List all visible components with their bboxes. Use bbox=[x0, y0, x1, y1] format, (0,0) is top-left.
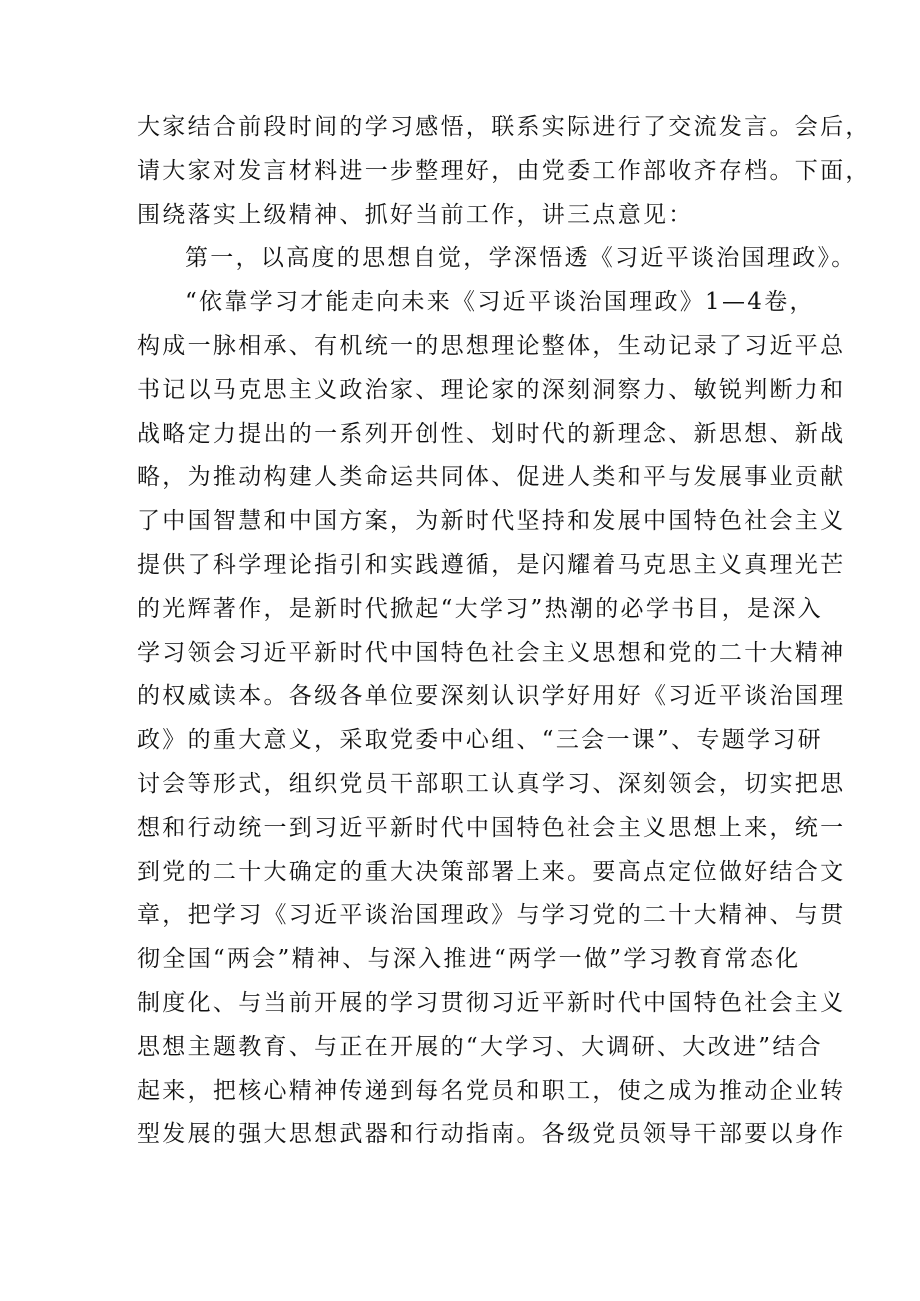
text-line: 了中国智慧和中国方案，为新时代坚持和发展中国特色社会主义 bbox=[137, 508, 846, 535]
text-line: 的权威读本。各级各单位要深刻认识学好用好《习近平谈治国理 bbox=[137, 683, 846, 710]
section-heading: 第一，以高度的思想自觉，学深悟透《习近平谈治国理政》。 bbox=[185, 245, 857, 272]
text-line: 起来，把核心精神传递到每名党员和职工，使之成为推动企业转 bbox=[137, 1077, 846, 1104]
text-line: 制度化、与当前开展的学习贯彻习近平新时代中国特色社会主义 bbox=[137, 989, 846, 1016]
text-line: 战略定力提出的一系列开创性、划时代的新理念、新思想、新战 bbox=[137, 420, 846, 447]
text-line: 提供了科学理论指引和实践遵循，是闪耀着马克思主义真理光芒 bbox=[137, 551, 846, 578]
text-line: 书记以马克思主义政治家、理论家的深刻洞察力、敏锐判断力和 bbox=[137, 376, 846, 403]
text-line: 政》的重大意义，采取党委中心组、“三会一课”、专题学习研 bbox=[137, 727, 823, 754]
text-line: 构成一脉相承、有机统一的思想理论整体，生动记录了习近平总 bbox=[137, 332, 846, 359]
text-line: 思想主题教育、与正在开展的“大学习、大调研、大改进”结合 bbox=[137, 1033, 823, 1060]
text-line: 请大家对发言材料进一步整理好，由党委工作部收齐存档。下面， bbox=[137, 157, 871, 184]
text-line: 围绕落实上级精神、抓好当前工作，讲三点意见： bbox=[137, 201, 694, 228]
text-line: 彻全国“两会”精神、与深入推进“两学一做”学习教育常态化 bbox=[137, 946, 801, 973]
text-line: 想和行动统一到习近平新时代中国特色社会主义思想上来，统一 bbox=[137, 814, 846, 841]
text-line: 略，为推动构建人类命运共同体、促进人类和平与发展事业贡献 bbox=[137, 464, 846, 491]
text-line: 讨会等形式，组织党员干部职工认真学习、深刻领会，切实把思 bbox=[137, 770, 846, 797]
text-line: 大家结合前段时间的学习感悟，联系实际进行了交流发言。会后， bbox=[137, 114, 871, 140]
text-line: “依靠学习才能走向未来《习近平谈治国理政》1—4卷， bbox=[185, 289, 815, 316]
body-text bbox=[137, 106, 871, 1157]
text-line: 型发展的强大思想武器和行动指南。各级党员领导干部要以身作 bbox=[137, 1121, 846, 1148]
text-line: 的光辉著作，是新时代掀起“大学习”热潮的必学书目，是深入 bbox=[137, 595, 823, 622]
text-line: 章，把学习《习近平谈治国理政》与学习党的二十大精神、与贯 bbox=[137, 902, 846, 929]
text-line: 到党的二十大确定的重大决策部署上来。要高点定位做好结合文 bbox=[137, 858, 846, 885]
text-line: 学习领会习近平新时代中国特色社会主义思想和党的二十大精神 bbox=[137, 639, 846, 666]
